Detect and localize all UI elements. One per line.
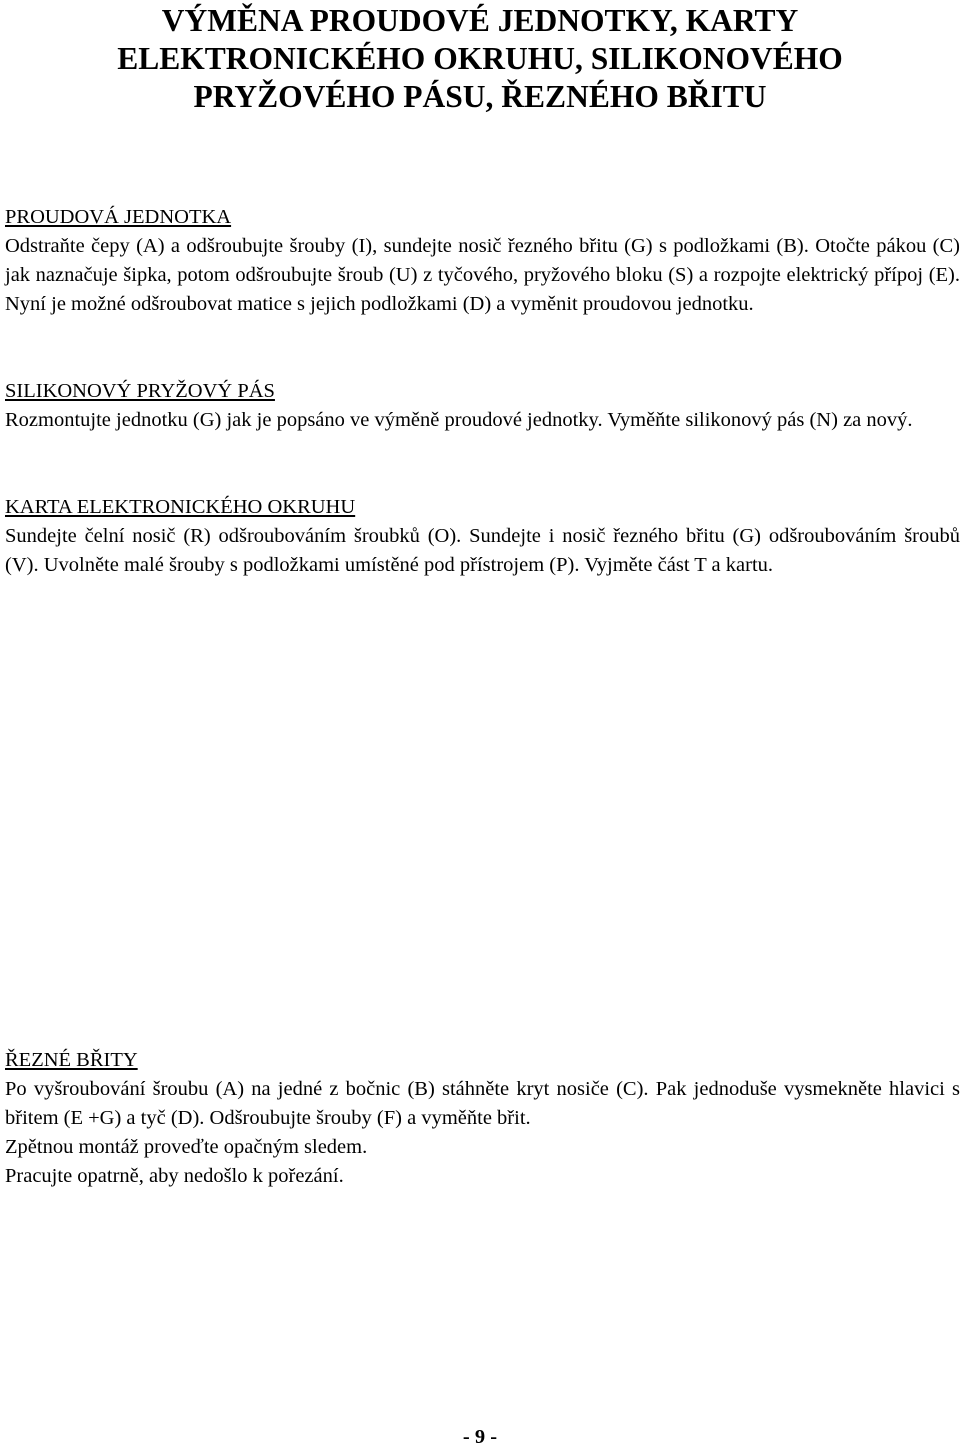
page-title (0, 2, 960, 116)
section-heading-silikonovy: SILIKONOVÝ PRYŽOVÝ PÁS (5, 380, 275, 402)
section-text-rezne-3: Pracujte opatrně, aby nedošlo k pořezání. (5, 1165, 344, 1187)
section-text-proudova: Odstraňte čepy (A) a odšroubujte šrouby (I), sundejte nosič řezného břitu (G) s podložkami (B). Otočte pákou (C) jak naznačuje šipka, potom odšroubujte šroub (U) z tyčového, pryžového bloku (S) a rozpojte elektrický přípoj (E). Nyní je možné odšroubovat matice s jejich podložkami (D) a vyměnit proudovou jednotku. (5, 235, 960, 315)
title-line-1: VÝMĚNA PROUDOVÉ JEDNOTKY, KARTY (161, 3, 799, 38)
section-heading-karta: KARTA ELEKTRONICKÉHO OKRUHU (5, 496, 356, 518)
page-number: - 9 - (462, 1426, 498, 1448)
section-silikonovy-pas (5, 377, 960, 435)
section-text-karta: Sundejte čelní nosič (R) odšroubováním šroubků (O). Sundejte i nosič řezného břitu (G) odšroubováním šroubů (V). Uvolněte malé šrouby s podložkami umístěné pod přístrojem (P). Vyjměte část T a kartu. (5, 525, 960, 576)
section-text-rezne-2: Zpětnou montáž proveďte opačným sledem. (5, 1136, 368, 1158)
section-text-rezne: Po vyšroubování šroubu (A) na jedné z bočnic (B) stáhněte kryt nosiče (C). Pak jednoduše vysmekněte hlavici s břitem (E +G) a tyč (D). Odšroubujte šrouby (F) a vyměňte břit. (5, 1078, 960, 1129)
section-heading-proudova: PROUDOVÁ JEDNOTKA (5, 206, 232, 228)
section-heading-rezne: ŘEZNÉ BŘITY (5, 1049, 138, 1071)
section-rezne-brity (5, 1046, 960, 1191)
title-line-2: ELEKTRONICKÉHO OKRUHU, SILIKONOVÉHO (117, 41, 843, 76)
section-karta-okruhu (5, 493, 960, 580)
title-line-3: PRYŽOVÉHO PÁSU, ŘEZNÉHO BŘITU (193, 79, 767, 114)
section-text-silikonovy: Rozmontujte jednotku (G) jak je popsáno ve výměně proudové jednotky. Vyměňte silikonový pás (N) za nový. (5, 409, 913, 431)
section-proudova-jednotka (5, 203, 960, 319)
